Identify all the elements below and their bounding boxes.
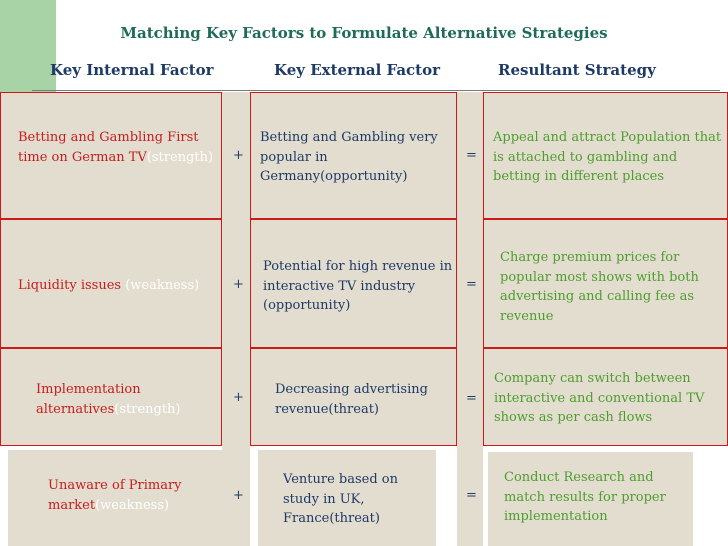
external-factor-text: Venture based on study in UK, France(threat) [283,472,398,526]
equals-operator: = [466,148,477,163]
external-factor-cell [258,450,436,546]
equals-operator: = [466,277,477,292]
external-factor-cell [250,92,457,219]
plus-operator: + [233,390,244,405]
strategy-cell [483,92,728,219]
internal-factor-cell [0,92,222,219]
strategy-text: Charge premium prices for popular most shows with both advertising and calling fee as revenue [500,250,699,324]
external-factor-text: Betting and Gambling very popular in Germany(opportunity) [260,130,438,184]
plus-operator: + [233,488,244,503]
factor-type-tag: (strength) [146,149,214,165]
internal-factor-text: Implementation alternatives(strength) [36,382,181,417]
strategy-text: Company can switch between interactive and conventional TV shows as per cash flows [494,371,705,425]
equals-operator: = [466,391,477,406]
corner-accent [0,0,56,92]
strategy-text: Appeal and attract Population that is attached to gambling and betting in different places [493,130,722,184]
header-external-factor: Key External Factor [274,61,441,79]
external-factor-text: Potential for high revenue in interactive TV industry (opportunity) [263,259,453,313]
header-resultant-strategy: Resultant Strategy [498,61,656,79]
factor-type-tag: (strength) [114,401,181,417]
internal-factor-text: Liquidity issues (weakness) [18,278,200,293]
strategy-cell [483,348,728,446]
plus-operator: + [233,148,244,163]
external-factor-cell [250,348,457,446]
internal-factor-text: Unaware of Primary market(weakness) [48,478,182,513]
equals-operator: = [466,488,477,503]
factor-type-tag: (weakness) [121,278,200,293]
header-internal-factor: Key Internal Factor [50,61,214,79]
strategy-cell [488,452,693,546]
internal-factor-cell [0,219,222,348]
internal-factor-cell [0,348,222,446]
external-factor-cell [250,219,457,348]
external-factor-text: Decreasing advertising revenue(threat) [275,382,428,417]
factor-type-tag: (weakness) [95,497,170,513]
internal-factor-cell [8,450,222,546]
strategy-cell [483,219,728,348]
plus-operator: + [233,277,244,292]
internal-factor-text: Betting and Gambling First time on German TV(strength) [18,130,214,165]
slide-title: Matching Key Factors to Formulate Alternative Strategies [120,24,608,42]
header-divider [32,90,720,91]
strategy-text: Conduct Research and match results for proper implementation [504,470,666,524]
